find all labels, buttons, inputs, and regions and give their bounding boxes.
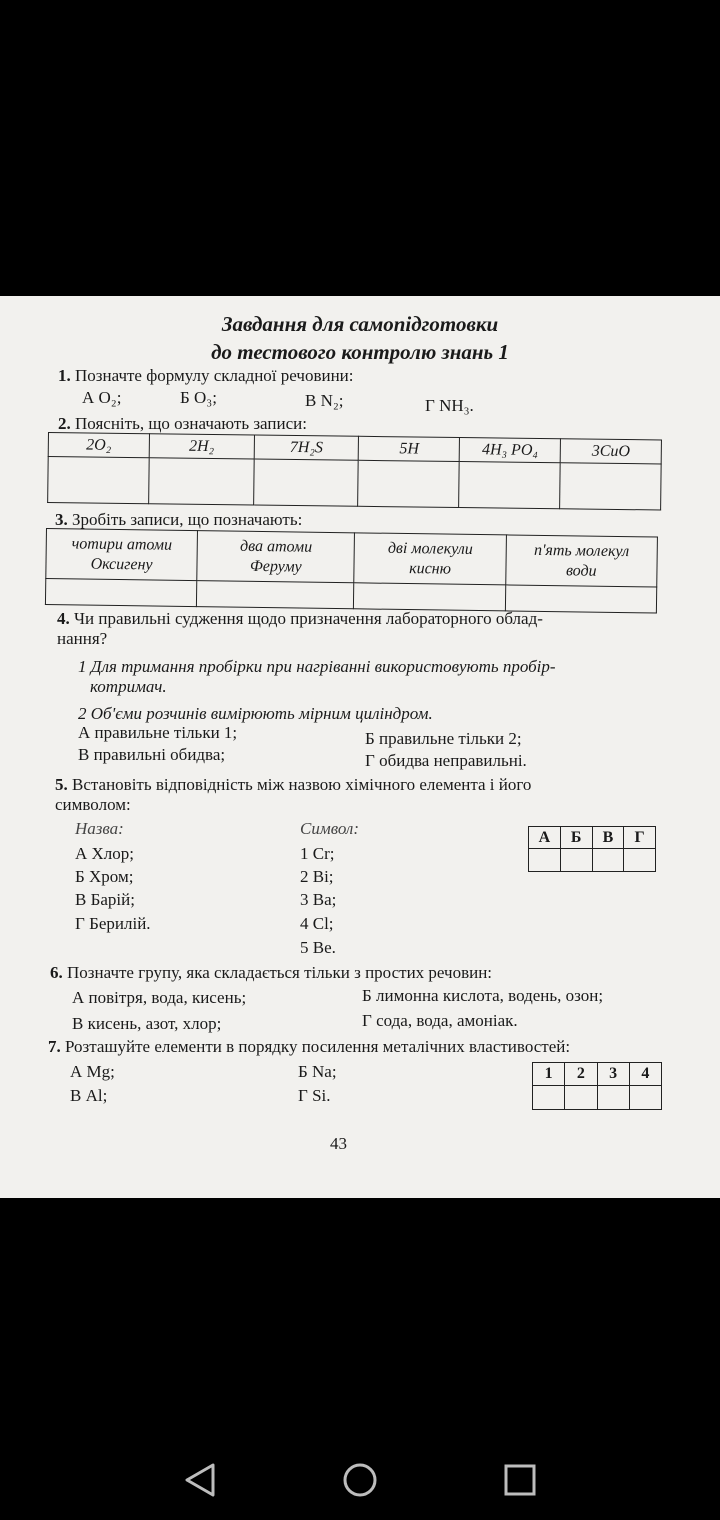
q7-grid-header: 1: [533, 1063, 565, 1086]
q7-grid-header: 3: [597, 1063, 629, 1086]
q6-option-b: Б лимонна кислота, водень, озон;: [362, 986, 604, 1005]
q7-option-g: Г Si.: [298, 1086, 331, 1105]
q2-answer-cell: [358, 460, 459, 507]
q5-grid-cell: [624, 849, 656, 872]
question-text: Позначте формулу складної речовини:: [75, 366, 354, 385]
q2-header-cell: 5H: [359, 436, 460, 461]
q7-answer-grid: [532, 1062, 662, 1110]
q1-option-v: В N₂;: [305, 391, 344, 410]
question-2: [58, 414, 307, 434]
q3-answer-cell: [45, 579, 197, 607]
q5-name: Б Хром;: [75, 867, 134, 886]
q2-answer-cell: [253, 459, 358, 506]
q7-grid-cell: [629, 1086, 661, 1110]
q5-grid-header: А: [529, 827, 561, 849]
q5-name-heading: Назва:: [75, 819, 124, 838]
q2-header-cell: 4H₃ PO₄: [459, 438, 560, 463]
question-4: [57, 609, 543, 629]
question-text: Позначте групу, яка складається тільки з простих речовин:: [67, 963, 493, 982]
home-icon[interactable]: [342, 1462, 378, 1498]
page-number: 43: [330, 1134, 347, 1153]
q5-grid-cell: [529, 849, 561, 872]
q7-grid-cell: [565, 1086, 597, 1110]
q3-header-line: води: [565, 561, 597, 580]
q6-option-g: Г сода, вода, амоніак.: [362, 1011, 518, 1030]
q5-symbol: 5 Be.: [300, 938, 336, 957]
question-number: 6.: [50, 963, 63, 982]
q4-statement-2: 2 Об'єми розчинів вимірюють мірним циліндром.: [78, 704, 433, 723]
question-5: [55, 775, 531, 795]
question-number: 2.: [58, 414, 71, 433]
q7-grid-cell: [597, 1086, 629, 1110]
q7-option-b: Б Na;: [298, 1062, 337, 1081]
question-3: [55, 510, 302, 530]
q4-option-g: Г обидва неправильні.: [365, 751, 527, 770]
q2-answer-cell: [148, 458, 253, 505]
question-7: [48, 1037, 570, 1057]
q3-header-cell: [354, 533, 506, 585]
q4-line2: нання?: [57, 629, 108, 648]
q1-option-a: А O₂;: [82, 388, 122, 407]
q5-grid-cell: [592, 849, 624, 872]
q3-header-line: два атоми: [239, 537, 313, 556]
q7-grid-cell: [533, 1086, 565, 1110]
q3-header-line: п'ять молекул: [533, 541, 630, 560]
q4-option-v: В правильні обидва;: [78, 745, 226, 764]
q4-statement-1-cont: котримач.: [90, 677, 167, 696]
question-text: Чи правильні судження щодо призначення лабораторного облад-: [74, 609, 543, 628]
q3-header-cell: [46, 529, 198, 581]
q2-header-cell: 2O₂: [48, 433, 149, 458]
q3-table: [45, 528, 658, 614]
q5-symbol: 2 Bi;: [300, 867, 334, 886]
q1-option-g: Г NH₃.: [425, 396, 474, 415]
q2-header-cell: 2H₂: [149, 434, 254, 459]
q2-answer-cell: [459, 462, 560, 509]
question-text: Розташуйте елементи в порядку посилення металічних властивостей:: [65, 1037, 571, 1056]
q5-symbol: 1 Cr;: [300, 844, 335, 863]
q3-answer-cell: [197, 581, 355, 609]
q4-statement-1: 1 Для тримання пробірки при нагріванні використовують пробір-: [78, 657, 556, 676]
q2-table: [47, 432, 662, 510]
question-number: 4.: [57, 609, 70, 628]
question-number: 3.: [55, 510, 68, 529]
q2-answer-cell: [48, 457, 149, 504]
navigation-bar: [0, 1430, 720, 1520]
q6-option-v: В кисень, азот, хлор;: [72, 1014, 222, 1033]
q5-symbol: 4 Cl;: [300, 914, 334, 933]
q7-grid-header: 2: [565, 1063, 597, 1086]
q1-option-b: Б O₃;: [180, 388, 217, 407]
q5-line2: символом:: [55, 795, 131, 814]
q7-option-v: В Al;: [70, 1086, 108, 1105]
q4-option-b: Б правильне тільки 2;: [365, 729, 522, 748]
textbook-page: [0, 296, 720, 1198]
q3-header-cell: [505, 535, 657, 587]
q3-header-line: чотири атоми: [71, 534, 173, 554]
back-icon[interactable]: [183, 1462, 217, 1498]
q3-answer-cell: [354, 583, 506, 611]
q2-header-cell: 3CuO: [560, 439, 661, 464]
q3-header-line: Феруму: [249, 557, 302, 576]
page-title-line2: до тестового контролю знань 1: [211, 340, 509, 364]
recents-icon[interactable]: [504, 1464, 536, 1496]
page-title-line1: Завдання для самопідготовки: [221, 312, 499, 336]
question-text: Зробіть записи, що позначають:: [72, 510, 303, 529]
question-number: 7.: [48, 1037, 61, 1056]
q2-answer-cell: [560, 463, 661, 510]
q4-option-a: А правильне тільки 1;: [78, 723, 238, 742]
q3-header-line: дві молекули: [387, 539, 473, 558]
q5-symbol: 3 Ba;: [300, 890, 337, 909]
question-number: 1.: [58, 366, 71, 385]
q3-header-line: Оксигену: [90, 555, 153, 573]
question-1: [58, 366, 354, 386]
question-number: 5.: [55, 775, 68, 794]
q5-name: А Хлор;: [75, 844, 135, 863]
q6-option-a: А повітря, вода, кисень;: [72, 988, 247, 1007]
q7-grid-header: 4: [629, 1063, 661, 1086]
question-6: [50, 963, 492, 983]
q5-grid-header: Б: [560, 827, 592, 849]
q5-answer-grid: [528, 826, 656, 872]
q5-grid-cell: [560, 849, 592, 872]
question-text: Поясніть, що означають записи:: [75, 414, 307, 433]
question-text: Встановіть відповідність між назвою хімічного елемента і його: [72, 775, 532, 794]
q7-option-a: А Mg;: [70, 1062, 115, 1081]
q5-name: Г Берилій.: [75, 914, 151, 933]
q5-symbol-heading: Символ:: [300, 819, 359, 838]
q3-header-cell: [197, 531, 355, 583]
q5-grid-header: Г: [624, 827, 656, 849]
q5-name: В Барій;: [75, 890, 135, 909]
q3-header-line: кисню: [409, 559, 452, 578]
q5-grid-header: В: [592, 827, 624, 849]
q2-header-cell: 7H₂S: [254, 435, 359, 460]
